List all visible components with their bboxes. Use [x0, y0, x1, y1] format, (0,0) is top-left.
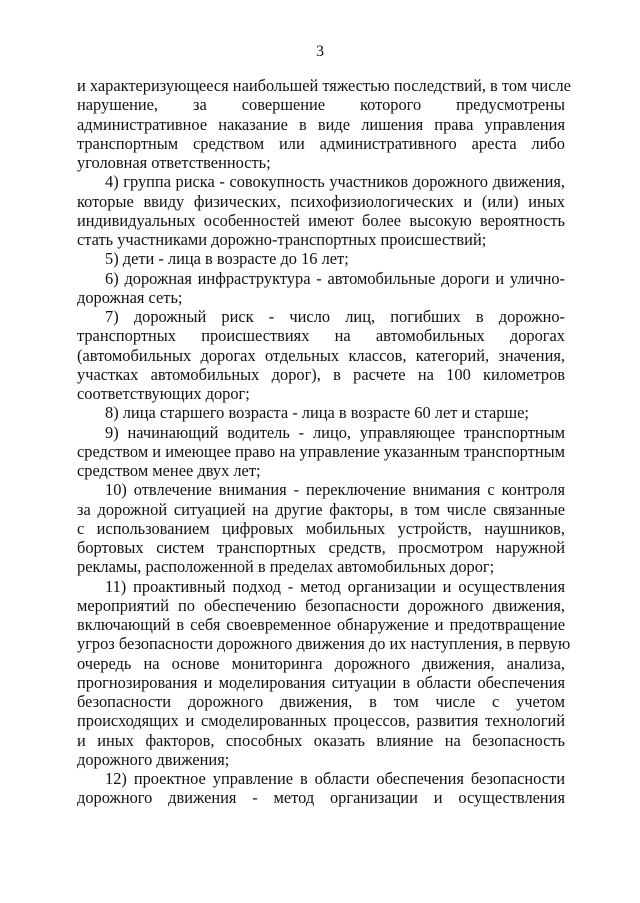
text-line: 11) проактивный подход - метод организации и осуществления [105, 576, 565, 596]
text-line: средством менее двух лет; [77, 461, 261, 480]
text-line: прогнозирования и моделирования ситуации в области обеспечения [77, 672, 565, 692]
text-line: соответствующих дорог; [77, 384, 250, 403]
text-line: мероприятий по обеспечению безопасности дорожного движения, [77, 595, 565, 615]
document-body [77, 76, 571, 808]
page-number: 3 [316, 43, 324, 60]
text-line: происходящих и смоделированных процессов, развития технологий [77, 711, 565, 731]
text-line: бортовых систем транспортных средств, просмотром наружной [77, 538, 565, 557]
text-line: стать участниками дорожно-транспортных происшествий; [77, 230, 487, 249]
text-line: 6) дорожная инфраструктура - автомобильные дороги и улично- [105, 268, 565, 288]
text-line: и иных факторов, способных оказать влияние на безопасность [77, 730, 565, 750]
text-line: дорожного движения - метод организации и осуществления [77, 788, 565, 808]
text-line: 5) дети - лица в возрасте до 16 лет; [105, 249, 349, 269]
text-line: административное наказание в виде лишения права управления [77, 114, 565, 134]
text-line: и характеризующееся наибольшей тяжестью последствий, в том числе [77, 76, 571, 95]
text-line: за дорожной ситуацией на другие факторы, в том числе связанные [77, 499, 565, 519]
text-line: участках автомобильных дорог), в расчете на 100 километров [77, 364, 565, 384]
text-line: дорожная сеть; [77, 287, 183, 307]
text-line: 9) начинающий водитель - лицо, управляющее транспортным [105, 422, 565, 442]
text-line: 10) отвлечение внимания - переключение внимания с контроля [105, 480, 565, 500]
text-line: нарушение, за совершение которого предусмотрены [77, 95, 565, 115]
text-line: с использованием цифровых мобильных устройств, наушников, [77, 518, 565, 538]
text-line: индивидуальных особенностей имеют более высокую вероятность [77, 210, 565, 230]
text-line: транспортным средством или административного ареста либо [77, 133, 565, 153]
text-line: 4) группа риска - совокупность участников дорожного движения, [105, 172, 565, 192]
text-line: уголовная ответственность; [77, 153, 271, 172]
text-line: транспортных происшествиях на автомобильных дорогах [77, 326, 565, 346]
text-line: дорожного движения; [77, 749, 230, 769]
text-line: 8) лица старшего возраста - лица в возрасте 60 лет и старше; [105, 403, 529, 423]
text-line: очередь на основе мониторинга дорожного движения, анализа, [77, 653, 565, 673]
text-line: 12) проектное управление в области обеспечения безопасности [105, 769, 565, 788]
text-line: 7) дорожный риск - число лиц, погибших в дорожно- [105, 307, 565, 326]
text-line: (автомобильных дорогах отдельных классов, категорий, значения, [77, 345, 565, 365]
text-line: угроз безопасности дорожного движения до их наступления, в первую [77, 634, 571, 654]
text-line: включающий в себя своевременное обнаружение и предотвращение [77, 615, 565, 634]
text-line: безопасности дорожного движения, в том числе с учетом [77, 692, 565, 711]
text-line: которые ввиду физических, психофизиологических и (или) иных [77, 191, 565, 211]
text-line: рекламы, расположенной в пределах автомобильных дорог; [77, 557, 495, 577]
text-line: средством и имеющее право на управление указанным транспортным [77, 441, 565, 461]
